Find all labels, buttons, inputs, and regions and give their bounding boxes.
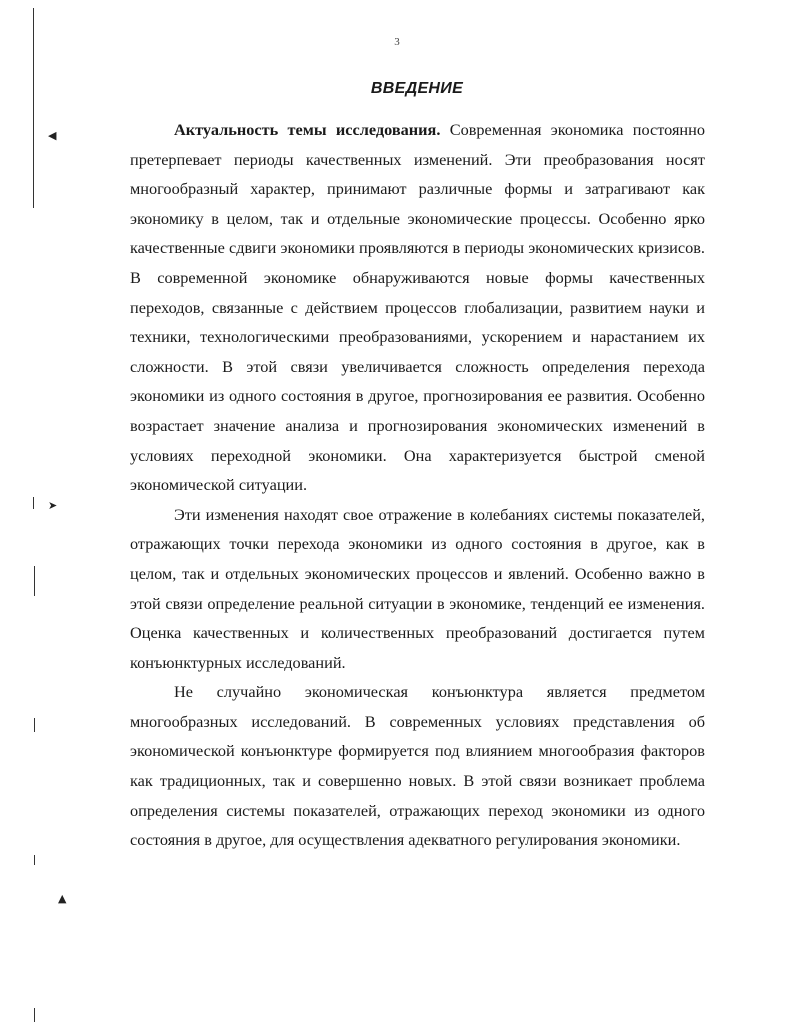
paragraph-conjuncture: Не случайно экономическая конъюнктура является предметом многообразных исследований. В современных условиях представления об экономической конъюнктуре формируется под влиянием многообразия факторов как традиционных, так и совершенно новых. В этой связи возникает проблема определения системы показателей, отражающих переход экономики из одного состояния в другое, для осуществления адекватного регулирования экономики. — [130, 682, 705, 850]
document-body — [130, 115, 705, 855]
margin-arrow-right-icon: ➤ — [48, 499, 58, 512]
margin-line-mark — [34, 855, 35, 865]
paragraph-text: Современная экономика постоянно претерпевает периоды качественных изменений. Эти преобразования носят многообразный характер, принимают различные формы и затрагивают как экономику в целом, так и отдельные экономические процессы. Особенно ярко качественные сдвиги экономики проявляются в периоды экономических кризисов. В современной экономике обнаруживаются новые формы качественных переходов, связанные с действием процессов глобализации, развитием науки и техники, технологическими преобразованиями, ускорением и нарастанием их сложности. В этой связи увеличивается сложность определения перехода экономики из одного состояния в другое, прогнозирования ее развития. Особенно возрастает значение анализа и прогнозирования экономических изменений в условиях переходной экономики. Она характеризуется быстрой сменой экономической ситуации. — [130, 120, 705, 495]
margin-line-mark — [34, 1008, 35, 1022]
page-number: 3 — [394, 36, 400, 48]
margin-arrow-left-icon: ◀ — [48, 129, 57, 142]
margin-line-mark — [34, 718, 35, 732]
margin-arrow-up-icon: ▲ — [58, 892, 67, 905]
page-title: ВВЕДЕНИЕ — [370, 80, 464, 97]
paragraph-lead: Актуальность темы исследования. — [174, 120, 441, 139]
margin-line-mark — [33, 497, 34, 509]
margin-line-mark — [34, 566, 35, 596]
paragraph-indicators: Эти изменения находят свое отражение в колебаниях системы показателей, отражающих точки перехода экономики из одного состояния в другое, как в целом, так и отдельных экономических процессов и явлений. Особенно важно в этой связи определение реальной ситуации в экономике, тенденций ее изменения. Оценка качественных и количественных преобразований достигается путем конъюнктурных исследований. — [130, 504, 705, 672]
paragraph-relevance — [130, 115, 705, 500]
